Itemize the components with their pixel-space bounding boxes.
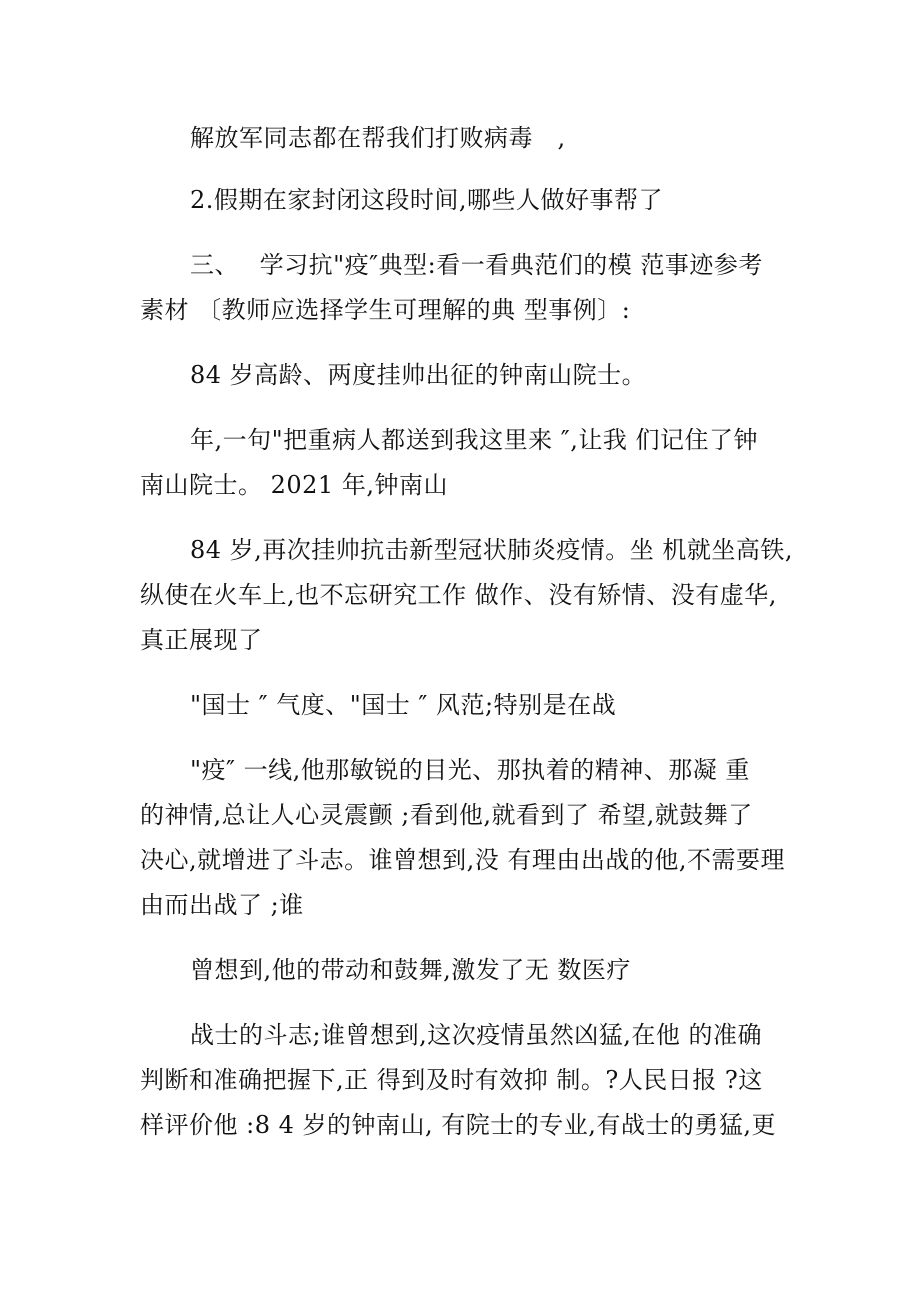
text-line-2: 2.假期在家封闭这段时间,哪些人做好事帮了 [190,186,664,214]
text-line-16: 曾想到,他的带动和鼓舞,激发了无 数医疗 [190,956,631,984]
text-line-13: 的神情,总让人心灵震颤 ;看到他,就看到了 希望,就鼓舞了 [140,801,753,829]
text-line-14: 决心,就增进了斗志。谁曾想到,没 有理由出战的他,不需要理 [140,846,786,874]
text-line-10: 真正展现了 [140,626,263,654]
text-line-12: "疫″ 一线,他那敏锐的目光、那执着的精神、那凝 重 [190,756,750,784]
text-line-6: 年,一句"把重病人都送到我这里来 ″,让我 们记住了钟 [190,426,759,454]
text-line-8: 84 岁,再次挂帅抗击新型冠状肺炎疫情。坐 机就坐高铁, [190,536,794,564]
text-line-11: "国士 ″ 气度、"国士 ″ 风范;特别是在战 [190,691,617,719]
text-line-5: 84 岁高龄、两度挂帅出征的钟南山院士。 [190,361,647,389]
text-line-15: 由而出战了 ;谁 [140,891,304,919]
text-line-17: 战士的斗志;谁曾想到,这次疫情虽然凶猛,在他 的准确 [190,1021,762,1049]
text-line-19: 样评价他 :8 4 岁的钟南山, 有院士的专业,有战士的勇猛,更 [140,1111,777,1139]
text-line-1: 解放军同志都在帮我们打败病毒 , [190,124,566,152]
section-heading-3: 三、 学习抗"疫″典型:看一看典范们的模 范事迹参考 [190,251,763,279]
text-line-18: 判断和准确把握下,正 得到及时有效抑 制。?人民日报 ?这 [140,1066,763,1094]
text-line-7: 南山院士。 2021 年,钟南山 [140,471,448,499]
text-line-4: 素材 〔教师应选择学生可理解的典 型事例〕: [140,296,631,324]
text-line-9: 纵使在火车上,也不忘研究工作 做作、没有矫情、没有虚华, [140,581,777,609]
